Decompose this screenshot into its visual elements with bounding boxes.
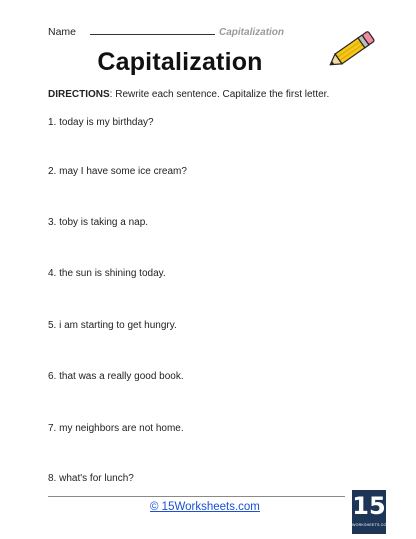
directions	[48, 89, 329, 100]
question-2: 2. may I have some ice cream?	[48, 166, 187, 177]
question-8: 8. what's for lunch?	[48, 473, 134, 484]
directions-label: DIRECTIONS	[48, 89, 110, 100]
question-5: 5. i am starting to get hungry.	[48, 320, 177, 331]
name-label: Name	[48, 26, 77, 38]
logo-text: WORKSHEETS.COM	[352, 523, 390, 527]
subject-label: Capitalization	[219, 27, 285, 38]
footer-divider	[48, 496, 345, 497]
site-logo	[352, 490, 390, 534]
question-1: 1. today is my birthday?	[48, 117, 154, 128]
logo-number: 15	[352, 492, 386, 520]
question-6: 6. that was a really good book.	[48, 371, 184, 382]
question-4: 4. the sun is shining today.	[48, 268, 166, 279]
name-row	[48, 25, 284, 38]
question-3: 3. toby is taking a nap.	[48, 217, 149, 228]
question-7: 7. my neighbors are not home.	[48, 423, 184, 434]
footer-link[interactable]: © 15Worksheets.com	[150, 501, 260, 513]
pencil-icon	[325, 24, 381, 76]
name-blank-line	[90, 25, 215, 35]
directions-text: : Rewrite each sentence. Capitalize the first letter.	[109, 89, 330, 100]
page-title: Capitalization	[97, 48, 263, 76]
